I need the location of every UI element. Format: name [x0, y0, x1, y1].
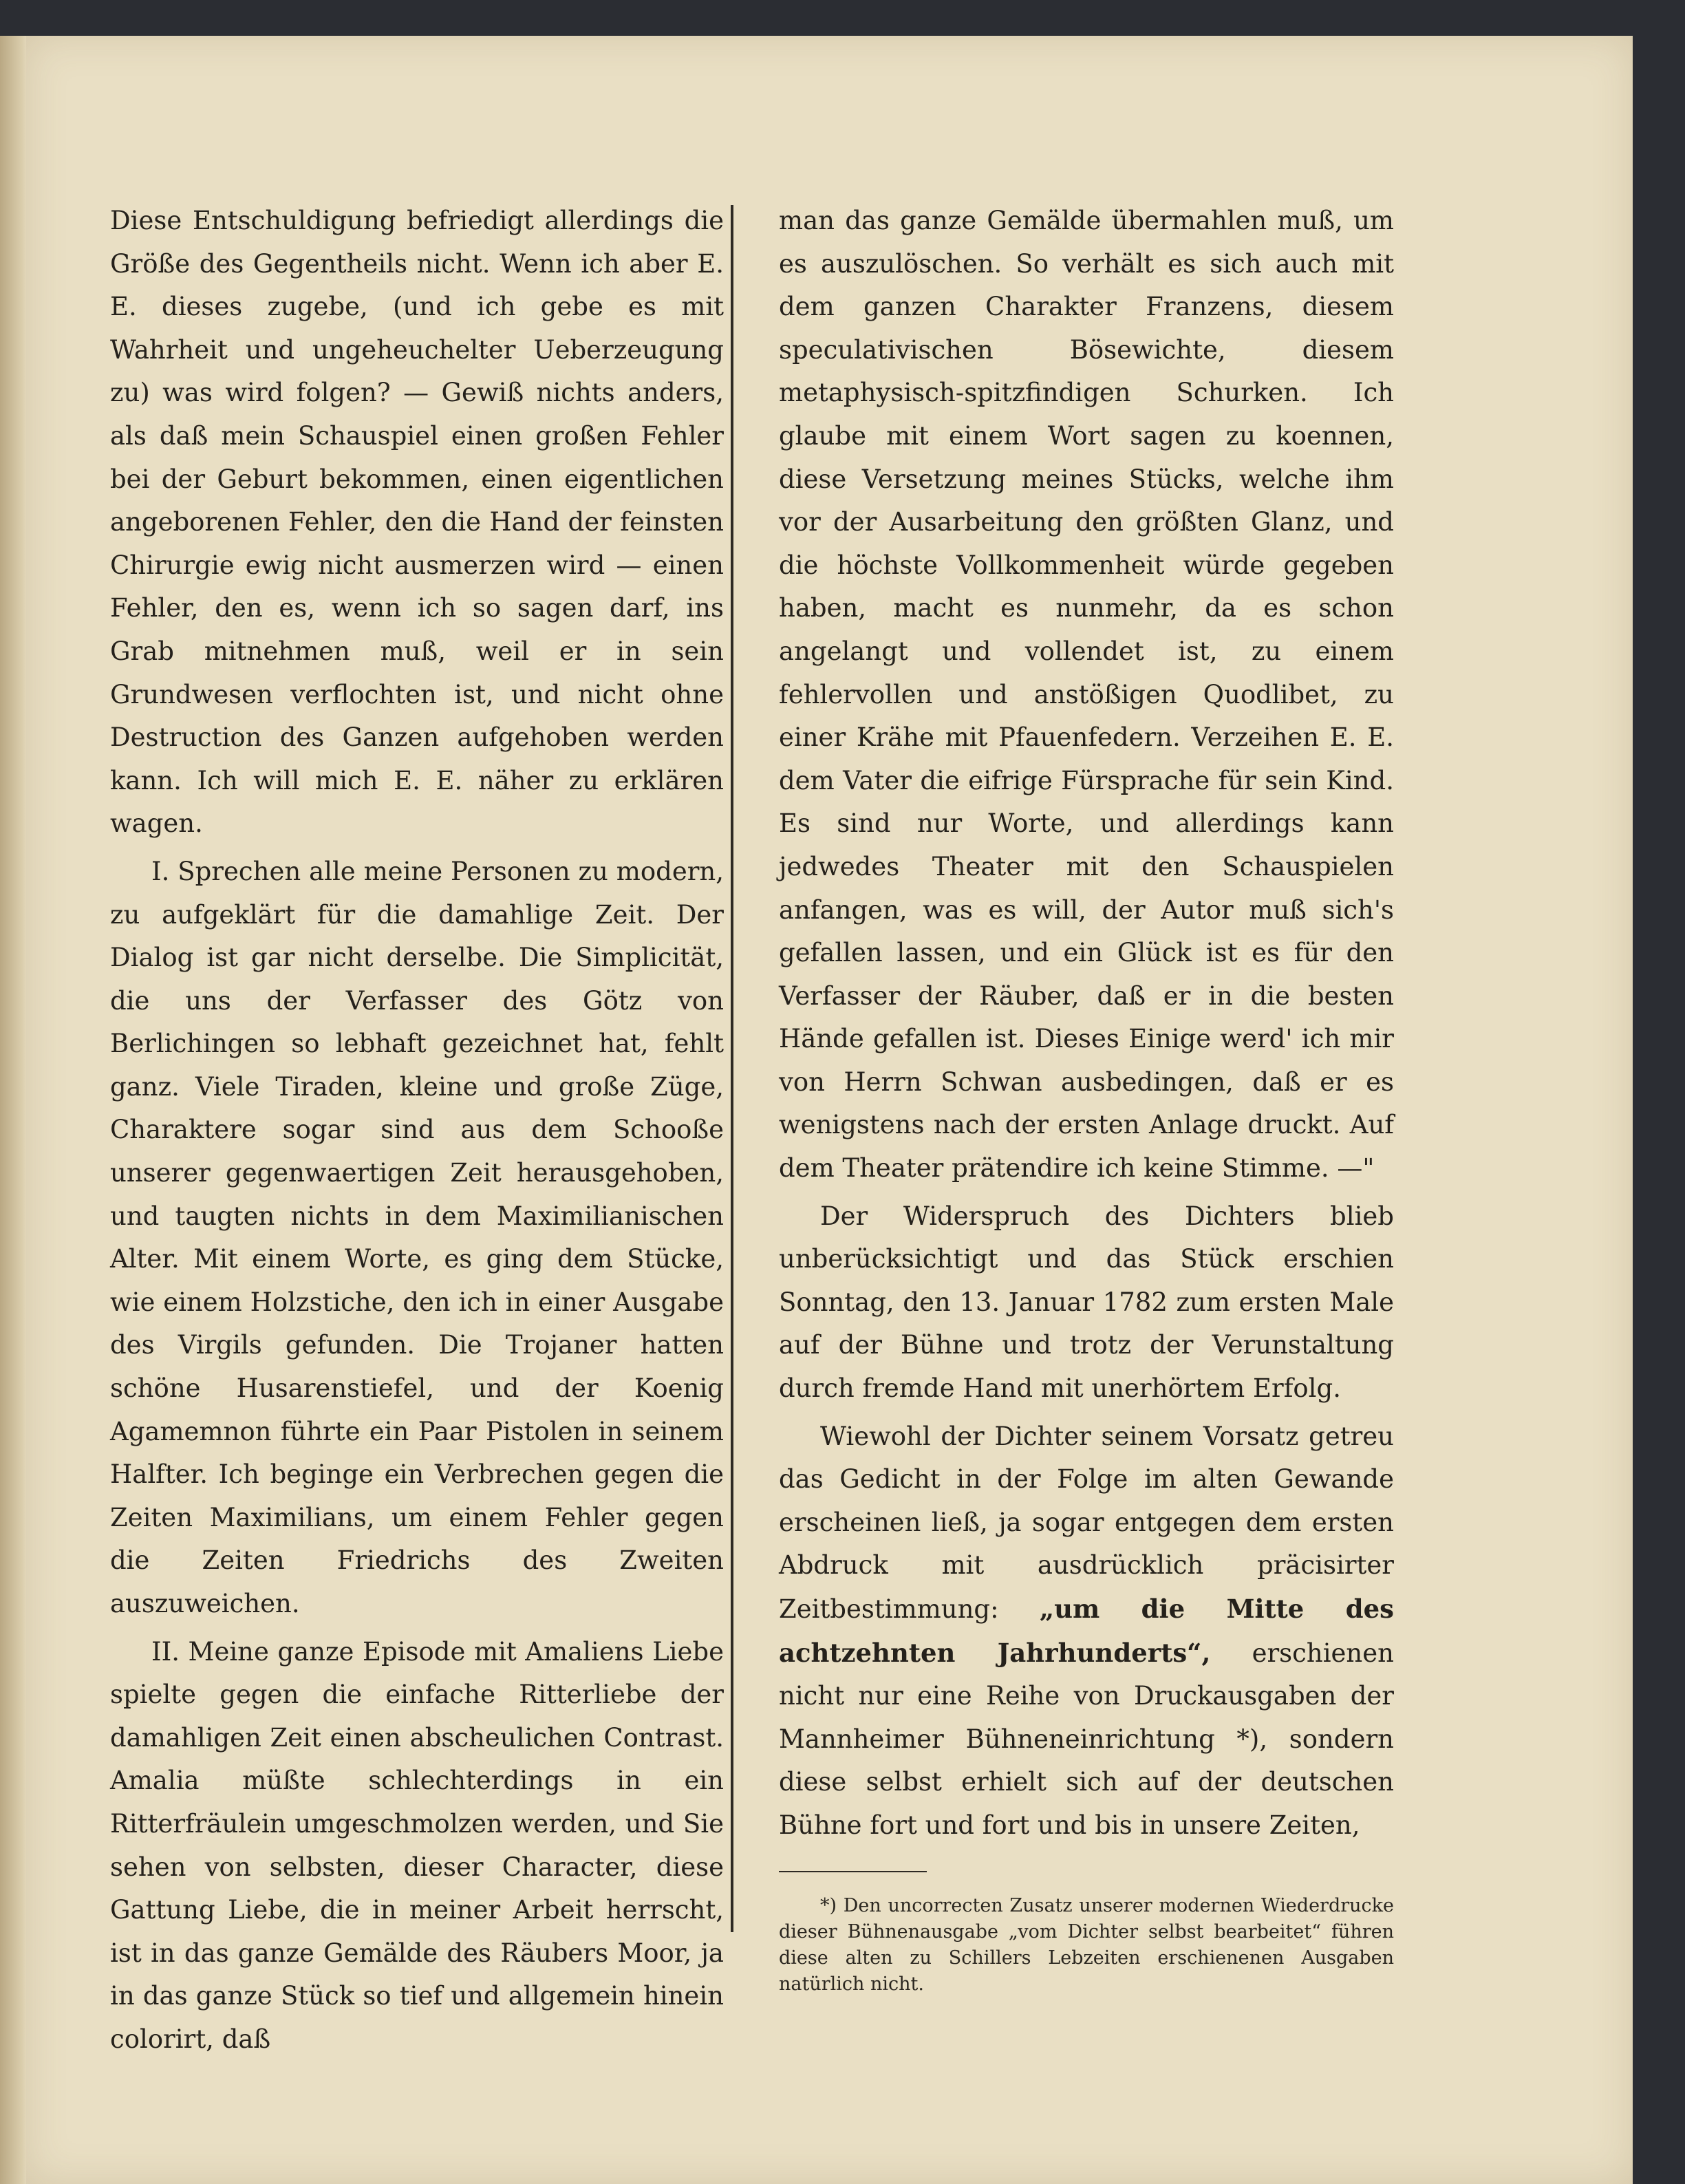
right-paragraph-1: man das ganze Gemälde übermahlen muß, um es auszulöschen. So verhält es sich auch mit dem ganzen Charakter Franzens, diesem speculativischen Bösewichte, diesem metaphysisch-spitzfindigen Schurken. Ich glaube mit einem Wort sagen zu koennen, diese Versetzung meines Stücks, welche ihm vor der Ausarbeitung den größten Glanz, und die höchste Vollkommenheit würde gegeben haben, macht es nunmehr, da es schon angelangt und vollendet ist, zu einem fehlervollen und anstößigen Quodlibet, zu einer Krähe mit Pfauenfedern. Verzeihen E. E. dem Vater die eifrige Fürsprache für sein Kind. Es sind nur Worte, und allerdings kann jedwedes Theater mit den Schauspielen anfangen, was es will, der Autor muß sich's gefallen lassen, und ein Glück ist es für den Verfasser der Räuber, daß er in die besten Hände gefallen ist. Dieses Einige werd' ich mir von Herrn Schwan ausbedingen, daß er es wenigstens nach der ersten Anlage druckt. Auf dem Theater prätendire ich keine Stimme. —" — [779, 206, 1394, 1184]
left-paragraph-1: Diese Entschuldigung befriedigt allerdings die Größe des Gegentheils nicht. Wenn ich aber E. E. dieses zugebe, (und ich gebe es mit Wahrheit und ungeheuchelter Ueberzeugung zu) was wird folgen? — Gewiß nichts anders, als daß mein Schauspiel einen großen Fehler bei der Geburt bekommen, einen eigentlichen angeborenen Fehler, den die Hand der feinsten Chirurgie ewig nicht ausmerzen wird — einen Fehler, den es, wenn ich so sagen darf, ins Grab mitnehmen muß, weil er in sein Grundwesen verflochten ist, und nicht ohne Destruction des Ganzen aufgehoben werden kann. Ich will mich E. E. näher zu erklären wagen. — [110, 206, 724, 839]
right-paragraph-3 — [779, 1415, 1394, 1848]
footnote-text: *) Den uncorrecten Zusatz unserer modernen Wiederdrucke dieser Bühnenausgabe „vom Dichter selbst bearbeitet“ führen diese alten zu Schillers Lebzeiten erschienenen Ausgaben natürlich nicht. — [779, 1894, 1394, 1995]
emphasized-quote: „um die Mitte des achtzehnten Jahrhunderts“, — [779, 1594, 1394, 1668]
right-paragraph-3-start: Wiewohl der Dichter seinem Vorsatz getreu das Gedicht in der Folge im alten Gewande erscheinen ließ, ja sogar entgegen dem ersten Abdruck mit ausdrücklich präcisirter Zeitbestimmung: — [779, 1421, 1394, 1624]
footnote-rule — [779, 1871, 927, 1872]
left-paragraph-2: I. Sprechen alle meine Personen zu modern, zu aufgeklärt für die damahlige Zeit. Der Dialog ist gar nicht derselbe. Die Simplicität, die uns der Verfasser des Götz von Berlichingen so lebhaft gezeichnet hat, fehlt ganz. Viele Tiraden, kleine und große Züge, Charaktere sogar sind aus dem Schooße unserer gegenwaertigen Zeit herausgehoben, und taugten nichts in dem Maximilianischen Alter. Mit einem Worte, es ging dem Stücke, wie einem Holzstiche, den ich in einer Ausgabe des Virgils gefunden. Die Trojaner hatten schöne Husarenstiefel, und der Koenig Agamemnon führte ein Paar Pistolen in seinem Halfter. Ich beginge ein Verbrechen gegen die Zeiten Maximilians, um einem Fehler gegen die Zeiten Friedrichs des Zweiten auszuweichen. — [110, 856, 724, 1618]
right-paragraph-2: Der Widerspruch des Dichters blieb unberücksichtigt und das Stück erschien Sonntag, den 13. Januar 1782 zum ersten Male auf der Bühne und trotz der Verunstaltung durch fremde Hand mit unerhörtem Erfolg. — [779, 1201, 1394, 1404]
left-paragraph-3: II. Meine ganze Episode mit Amaliens Liebe spielte gegen die einfache Ritterliebe der damahligen Zeit einen abscheulichen Contrast. Amalia müßte schlechterdings in ein Ritterfräulein umgeschmolzen werden, und Sie sehen von selbsten, dieser Character, diese Gattung Liebe, die in meiner Arbeit herrscht, ist in das ganze Gemälde des Räubers Moor, ja in das ganze Stück so tief und allgemein hinein colorirt, daß — [110, 1636, 724, 2054]
right-paragraph-3-end: erschienen nicht nur eine Reihe von Druckausgaben der Mannheimer Bühneneinrichtung *), sondern diese selbst erhielt sich auf der deutschen Bühne fort und fort und bis in unsere Zeiten, — [779, 1638, 1394, 1840]
footnote — [779, 1893, 1394, 1998]
column-divider — [731, 205, 733, 1932]
left-column — [110, 200, 724, 2062]
right-column — [779, 200, 1394, 1998]
